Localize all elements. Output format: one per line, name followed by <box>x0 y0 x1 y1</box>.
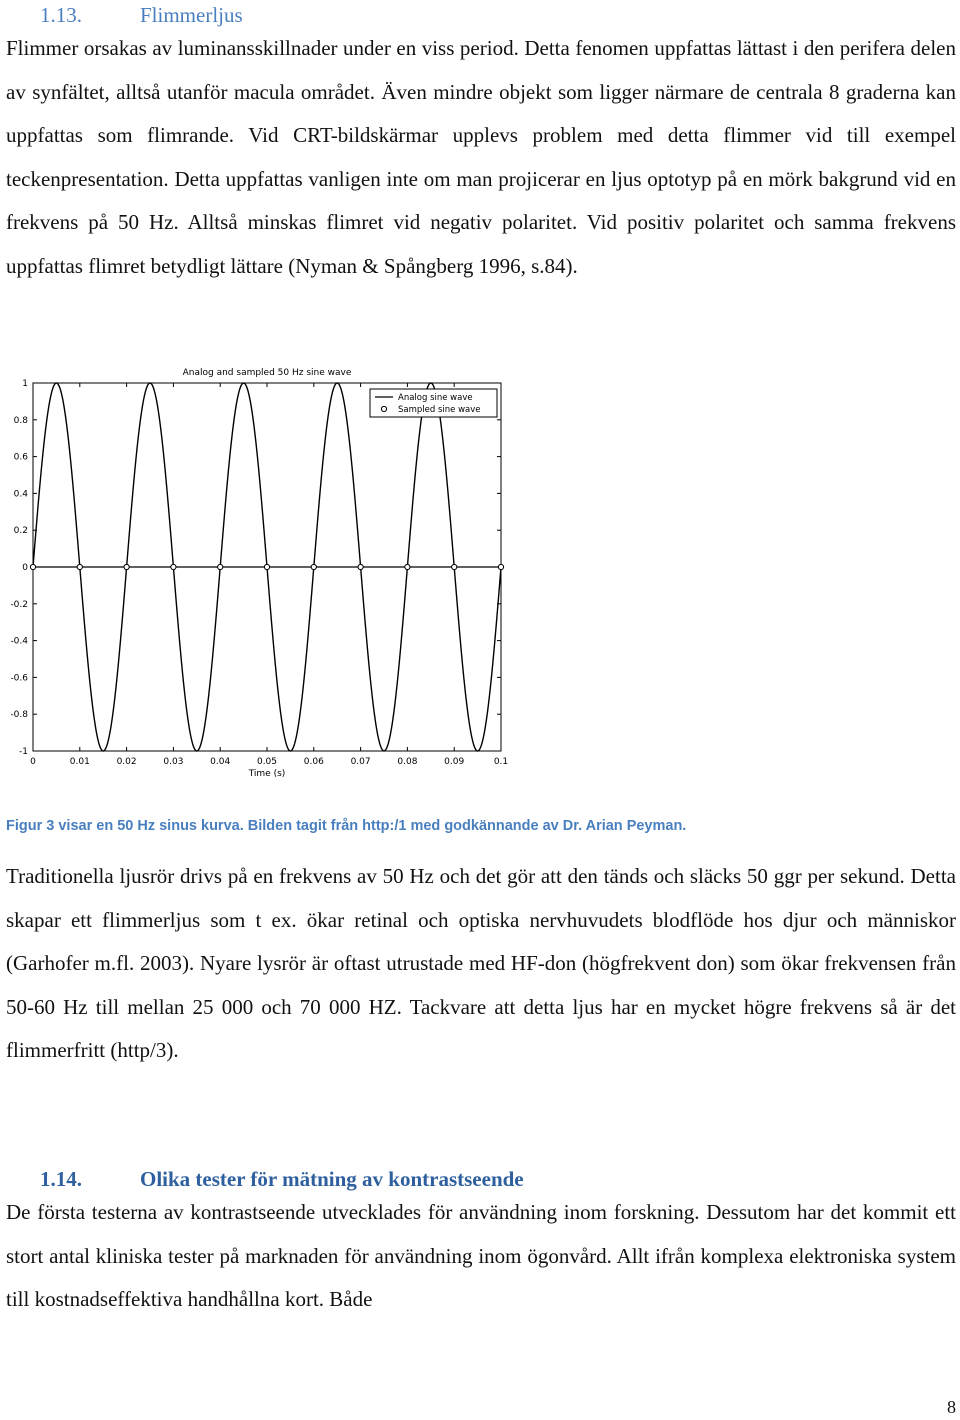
sample-point <box>311 564 316 569</box>
sample-point <box>405 564 410 569</box>
sample-point <box>171 564 176 569</box>
sample-point <box>264 564 269 569</box>
paragraph-ljusror: Traditionella ljusrör drivs på en frekvens av 50 Hz och det gör att den tänds och släcks 50 ggr per sekund. Detta skapar ett flimmerljus som t ex. ökar retinal och optiska nervhuvudets blodflöde hos djur och människor (Garhofer m.fl. 2003). Nyare lysrör är oftast utrustade med HF-don (högfrekvent don) som ökar frekvensen från 50-60 Hz till mellan 25 000 och 70 000 HZ. Tackvare att detta ljus har en mycket högre frekvens så är det flimmerfritt (http/3). <box>6 864 956 1063</box>
section-heading-1-13 <box>40 3 243 28</box>
x-tick-label: 0.05 <box>256 757 278 767</box>
chart-title: Analog and sampled 50 Hz sine wave <box>182 368 352 378</box>
x-tick-label: 0.04 <box>210 757 231 767</box>
x-tick-label: 0.07 <box>350 757 371 767</box>
section-title: Olika tester för mätning av kontrastseende <box>140 1167 524 1191</box>
section-title: Flimmerljus <box>140 3 243 27</box>
y-tick-label: -0.4 <box>10 636 28 647</box>
sample-point <box>358 564 363 569</box>
y-tick-label: 0 <box>22 563 28 573</box>
paragraph-flimmer: Flimmer orsakas av luminansskillnader under en viss period. Detta fenomen uppfattas lättast i den perifera delen av synfältet, alltså utanför macula området. Även mindre objekt som ligger närmare de centrala 8 graderna kan uppfattas som flimrande. Vid CRT-bildskärmar upplevs problem med detta flimmer vid till exempel teckenpresentation. Detta uppfattas vanligen inte om man projicerar en ljus optotyp på en mörk bakgrund vid en frekvens på 50 Hz. Alltså minskas flimret vid negativ polaritet. Vid positiv polaritet och samma frekvens uppfattas flimret betydligt lättare (Nyman & Spångberg 1996, s.84). <box>6 36 956 278</box>
legend-marker-swatch <box>381 406 386 411</box>
section-heading-1-14 <box>40 1167 524 1192</box>
section-number: 1.13. <box>40 3 82 27</box>
sample-point <box>452 564 457 569</box>
figure-caption: Figur 3 visar en 50 Hz sinus kurva. Bilden tagit från http:/1 med godkännande av Dr. Arian Peyman. <box>6 818 687 834</box>
y-tick-label: 1 <box>22 379 28 389</box>
legend-entry: Sampled sine wave <box>398 405 481 415</box>
x-tick-label: 0.03 <box>163 757 184 767</box>
y-tick-label: -1 <box>19 747 28 757</box>
sample-point <box>124 564 129 569</box>
sample-point <box>77 564 82 569</box>
sample-point <box>218 564 223 569</box>
sample-point <box>30 564 35 569</box>
legend-entry: Analog sine wave <box>398 393 473 403</box>
x-tick-label: 0.02 <box>116 757 137 767</box>
x-tick-label: 0.08 <box>397 757 418 767</box>
x-tick-label: 0.1 <box>493 757 509 767</box>
x-axis-label: Time (s) <box>248 769 286 779</box>
y-tick-label: 0.8 <box>13 415 28 426</box>
y-tick-label: 0.6 <box>13 452 28 463</box>
y-tick-label: 0.2 <box>13 526 28 537</box>
y-tick-label: 0.4 <box>13 489 28 500</box>
sample-point <box>498 564 503 569</box>
x-tick-label: 0 <box>30 757 36 767</box>
section-number: 1.14. <box>40 1167 82 1191</box>
sine-wave-chart <box>0 360 560 780</box>
page-number: 8 <box>947 1397 956 1417</box>
y-tick-label: -0.6 <box>10 673 28 684</box>
x-tick-label: 0.01 <box>69 757 90 767</box>
y-tick-label: -0.8 <box>10 710 28 721</box>
y-tick-label: -0.2 <box>10 599 28 610</box>
x-tick-label: 0.06 <box>303 757 324 767</box>
paragraph-tester: De första testerna av kontrastseende utvecklades för användning inom forskning. Dessutom har det kommit ett stort antal kliniska tester på marknaden för användning inom ögonvård. Allt ifrån komplexa elektroniska system till kostnadseffektiva handhållna kort. Både <box>6 1200 956 1312</box>
x-tick-label: 0.09 <box>444 757 465 767</box>
